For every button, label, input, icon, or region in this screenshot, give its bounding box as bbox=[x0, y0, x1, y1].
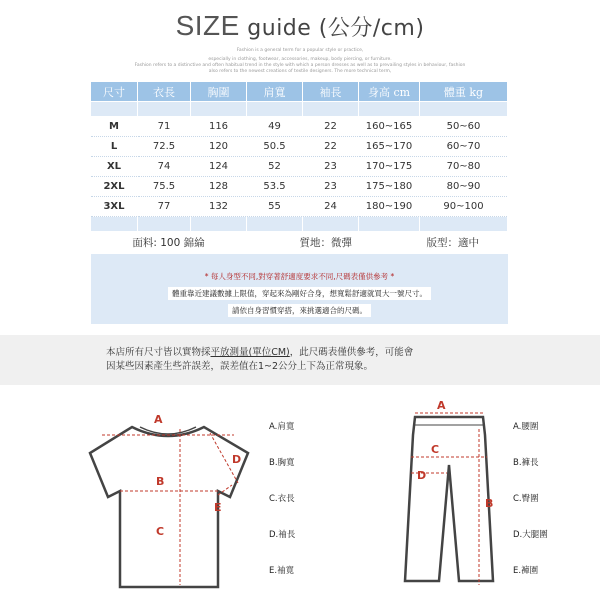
table-cell: 80~90 bbox=[420, 177, 508, 197]
table-cell: 23 bbox=[303, 177, 359, 197]
subtitle-line-2: especially in clothing, footwear, accessories, makeup, body piercing, or furniture. bbox=[208, 57, 392, 62]
note-line-2-text: 體重靠近建議數據上限值，穿起來為剛好合身，想寬鬆舒適就買大一號尺寸。 bbox=[168, 287, 431, 300]
col-header: 衣長 bbox=[138, 82, 191, 102]
col-header: 尺寸 bbox=[91, 82, 138, 102]
disclaimer-underline: 平放測量(單位CM) bbox=[210, 347, 290, 358]
col-header: 袖長 bbox=[303, 82, 359, 102]
table-cell: 70~80 bbox=[420, 157, 508, 177]
note-line-2 bbox=[91, 288, 508, 299]
shirt-label-b: B.胸寬 bbox=[269, 458, 295, 468]
table-cell: 124 bbox=[191, 157, 247, 177]
table-row bbox=[91, 137, 508, 157]
table-cell: 72.5 bbox=[138, 137, 191, 157]
table-cell: 77 bbox=[138, 197, 191, 217]
fabric-cell: 面料: 100 錦綸 bbox=[91, 232, 247, 254]
page-title bbox=[0, 10, 600, 42]
col-header: 身高 cm bbox=[359, 82, 420, 102]
disclaimer-part2: ，此尺碼表僅供參考，可能會 bbox=[289, 347, 414, 358]
col-header: 胸圍 bbox=[191, 82, 247, 102]
pants-label-d: D.大腿圍 bbox=[513, 530, 548, 540]
table-row bbox=[91, 177, 508, 197]
subtitle-line-4: also refers to the newest creations of textile designers. The more technical term, bbox=[208, 69, 392, 74]
texture-cell: 質地：微彈 bbox=[247, 232, 359, 254]
table-cell: 50.5 bbox=[247, 137, 303, 157]
fit-cell: 版型：適中 bbox=[359, 232, 508, 254]
disclaimer-line2: 因某些因素產生些許誤差，誤差值在1~2公分上下為正常現象。 bbox=[106, 361, 374, 372]
table-row bbox=[91, 157, 508, 177]
col-header: 體重 kg bbox=[420, 82, 508, 102]
table-cell: 116 bbox=[191, 117, 247, 137]
size-table bbox=[91, 82, 508, 254]
table-cell: 132 bbox=[191, 197, 247, 217]
table-cell: 71 bbox=[138, 117, 191, 137]
pants-label-c: C.臀圍 bbox=[513, 494, 539, 504]
table-cell: 128 bbox=[191, 177, 247, 197]
pants-label-b: B.褲長 bbox=[513, 458, 539, 468]
shirt-label-e: E.袖寬 bbox=[269, 566, 295, 576]
pants-diagram bbox=[395, 395, 505, 595]
pants-label-a: A.腰圍 bbox=[513, 422, 539, 432]
note-line-3 bbox=[91, 305, 508, 316]
disclaimer-panel bbox=[0, 335, 600, 385]
pants-marker-b: B bbox=[485, 497, 494, 510]
disclaimer-part1: 本店所有尺寸皆以實物採 bbox=[106, 347, 211, 358]
pants-marker-c: C bbox=[431, 443, 440, 456]
table-cell: 175~180 bbox=[359, 177, 420, 197]
table-cell: 55 bbox=[247, 197, 303, 217]
table-cell: 49 bbox=[247, 117, 303, 137]
notes-box bbox=[91, 254, 508, 324]
table-cell: 53.5 bbox=[247, 177, 303, 197]
table-cell: L bbox=[91, 137, 138, 157]
col-header: 肩寬 bbox=[247, 82, 303, 102]
table-cell: M bbox=[91, 117, 138, 137]
pants-marker-d: D bbox=[417, 469, 427, 482]
disclaimer-text bbox=[106, 346, 526, 374]
pants-outline bbox=[405, 417, 493, 581]
table-cell: 90~100 bbox=[420, 197, 508, 217]
table-cell: 52 bbox=[247, 157, 303, 177]
shirt-label-a: A.肩寬 bbox=[269, 422, 295, 432]
table-cell: 120 bbox=[191, 137, 247, 157]
table-cell: 2XL bbox=[91, 177, 138, 197]
tshirt-diagram bbox=[80, 405, 260, 595]
marker-e: E bbox=[214, 501, 222, 514]
marker-b: B bbox=[156, 475, 165, 488]
subtitle-line-1: Fashion is a general term for a popular style or practice, bbox=[236, 48, 364, 53]
table-cell: 170~175 bbox=[359, 157, 420, 177]
shirt-label-c: C.衣長 bbox=[269, 494, 295, 504]
table-header-row bbox=[91, 82, 508, 102]
marker-a: A bbox=[154, 413, 163, 426]
table-cell: 165~170 bbox=[359, 137, 420, 157]
marker-c: C bbox=[156, 525, 165, 538]
table-cell: 75.5 bbox=[138, 177, 191, 197]
note-line-3-text: 請依自身習慣穿搭，來挑選適合的尺碼。 bbox=[228, 304, 371, 317]
pants-marker-a: A bbox=[437, 399, 446, 412]
title-rest: guide (公分/cm) bbox=[239, 16, 425, 41]
shirt-label-d: D.袖長 bbox=[269, 530, 296, 540]
marker-d: D bbox=[232, 453, 242, 466]
note-line-1: * 每人身型不同,對穿著舒適度要求不同,尺碼表僅供參考 * bbox=[204, 272, 395, 281]
table-cell: 180~190 bbox=[359, 197, 420, 217]
table-cell: 23 bbox=[303, 157, 359, 177]
pants-label-e: E.褲圍 bbox=[513, 566, 539, 576]
table-band bbox=[91, 102, 508, 117]
title-size-word: SIZE bbox=[175, 10, 240, 41]
table-band bbox=[91, 217, 508, 232]
table-cell: 60~70 bbox=[420, 137, 508, 157]
table-cell: XL bbox=[91, 157, 138, 177]
table-row bbox=[91, 117, 508, 137]
table-cell: 74 bbox=[138, 157, 191, 177]
table-cell: 24 bbox=[303, 197, 359, 217]
table-cell: 160~165 bbox=[359, 117, 420, 137]
table-cell: 50~60 bbox=[420, 117, 508, 137]
tshirt-outline bbox=[90, 427, 248, 587]
table-cell: 3XL bbox=[91, 197, 138, 217]
material-row bbox=[91, 232, 508, 254]
table-cell: 22 bbox=[303, 117, 359, 137]
table-row bbox=[91, 197, 508, 217]
table-cell: 22 bbox=[303, 137, 359, 157]
subtitle-line-3: Fashion refers to a distinctive and often habitual trend in the style with which a person dresses as well as to prevailing styles in behaviour, fashion bbox=[134, 63, 466, 68]
